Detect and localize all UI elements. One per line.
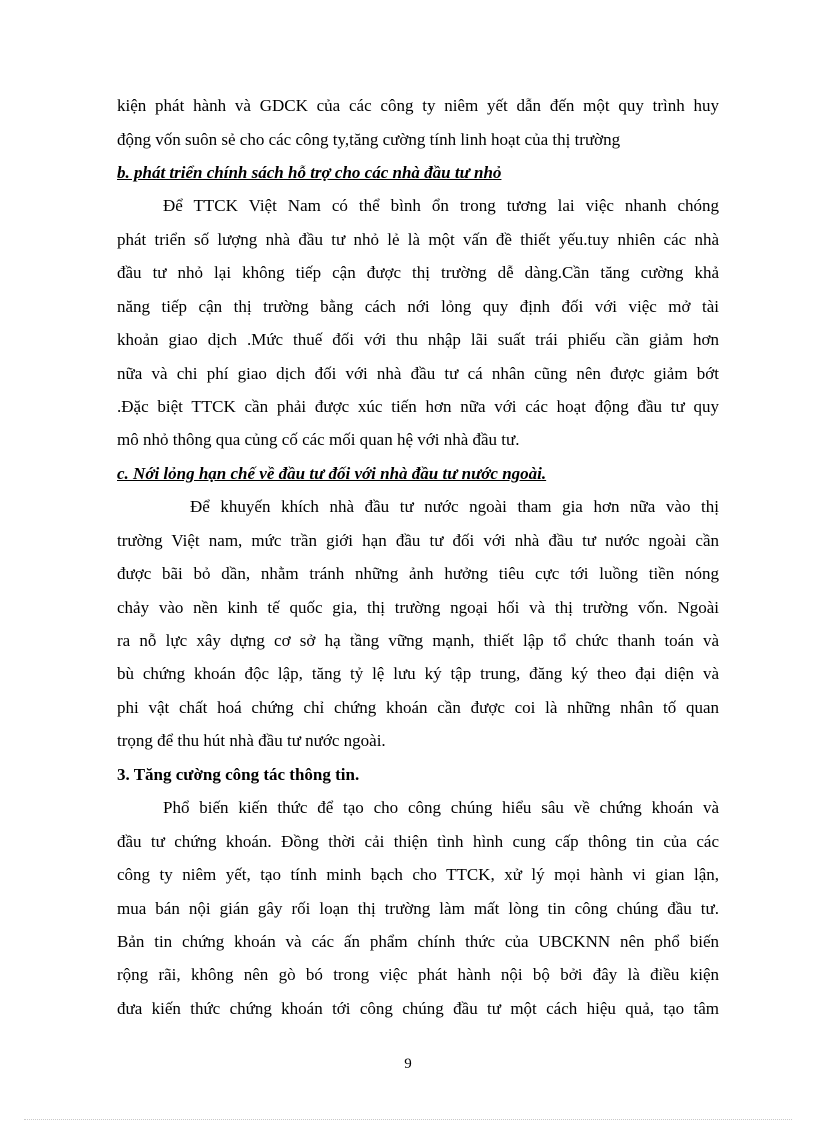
body-line: đầu tư nhỏ lại không tiếp cận được thị trường dễ dàng.Cần tăng cường khả xyxy=(117,263,719,282)
section-heading-3: 3. Tăng cường công tác thông tin. xyxy=(117,765,360,784)
body-line: động vốn suôn sẻ cho các công ty,tăng cường tính linh hoạt của thị trường xyxy=(117,130,621,149)
body-line: trọng để thu hút nhà đầu tư nước ngoài. xyxy=(117,731,386,750)
section-heading-c: c. Nới lỏng hạn chế về đầu tư đối với nhà đầu tư nước ngoài. xyxy=(117,464,547,483)
body-line: công ty niêm yết, tạo tính minh bạch cho TTCK, xử lý mọi hành vi gian lận, xyxy=(117,865,719,884)
page-bottom-divider xyxy=(24,1119,792,1120)
page-number: 9 xyxy=(404,1056,412,1072)
body-line: nữa và chi phí giao dịch đối với nhà đầu tư cá nhân cũng nên được giảm bớt xyxy=(117,364,719,383)
body-line: .Đặc biệt TTCK cần phải được xúc tiến hơn nữa với các hoạt động đầu tư quy xyxy=(117,397,719,416)
body-line: mô nhỏ thông qua củng cố các mối quan hệ với nhà đầu tư. xyxy=(117,430,520,449)
body-line: ra nỗ lực xây dựng cơ sở hạ tầng vững mạnh, thiết lập tổ chức thanh toán và xyxy=(117,631,719,650)
body-line: năng tiếp cận thị trường bằng cách nới lỏng quy định đối với việc mở tài xyxy=(117,297,719,316)
body-line: phi vật chất hoá chứng chỉ chứng khoán cần được coi là những nhân tố quan xyxy=(117,698,719,717)
body-line: Bản tin chứng khoán và các ấn phẩm chính thức của UBCKNN nên phổ biến xyxy=(117,932,719,951)
body-line: đầu tư chứng khoán. Đồng thời cải thiện tình hình cung cấp thông tin của các xyxy=(117,832,719,851)
body-line: trường Việt nam, mức trần giới hạn đầu tư đối với nhà đầu tư nước ngoài cần xyxy=(117,531,719,550)
section-heading-b: b. phát triển chính sách hỗ trợ cho các nhà đầu tư nhỏ xyxy=(117,163,502,182)
body-line: được bãi bỏ dần, nhằm tránh những ảnh hưởng tiêu cực tới luồng tiền nóng xyxy=(117,564,719,583)
body-line: đưa kiến thức chứng khoán tới công chúng đầu tư một cách hiệu quả, tạo tâm xyxy=(117,999,719,1018)
body-line: kiện phát hành và GDCK của các công ty niêm yết dẫn đến một quy trình huy xyxy=(117,96,719,115)
paragraph-first-line: Phổ biến kiến thức để tạo cho công chúng hiểu sâu về chứng khoán và xyxy=(163,798,719,817)
body-line: rộng rãi, không nên gò bó trong việc phát hành nội bộ bởi đây là điều kiện xyxy=(117,965,719,984)
body-line: mua bán nội gián gây rối loạn thị trường làm mất lòng tin công chúng đầu tư. xyxy=(117,899,719,918)
paragraph-first-line: Để TTCK Việt Nam có thể bình ổn trong tương lai việc nhanh chóng xyxy=(163,196,719,215)
body-line: khoản giao dịch .Mức thuế đối với thu nhập lãi suất trái phiếu cần giảm hơn xyxy=(117,330,719,349)
body-line: chảy vào nền kinh tế quốc gia, thị trường ngoại hối và thị trường vốn. Ngoài xyxy=(117,598,719,617)
body-line: bù chứng khoán độc lập, tăng tỷ lệ lưu ký tập trung, đăng ký theo đại diện và xyxy=(117,664,719,683)
paragraph-first-line: Để khuyến khích nhà đầu tư nước ngoài tham gia hơn nữa vào thị xyxy=(190,497,719,516)
body-line: phát triển số lượng nhà đầu tư nhỏ lẻ là một vấn đề thiết yếu.tuy nhiên các nhà xyxy=(117,230,719,249)
